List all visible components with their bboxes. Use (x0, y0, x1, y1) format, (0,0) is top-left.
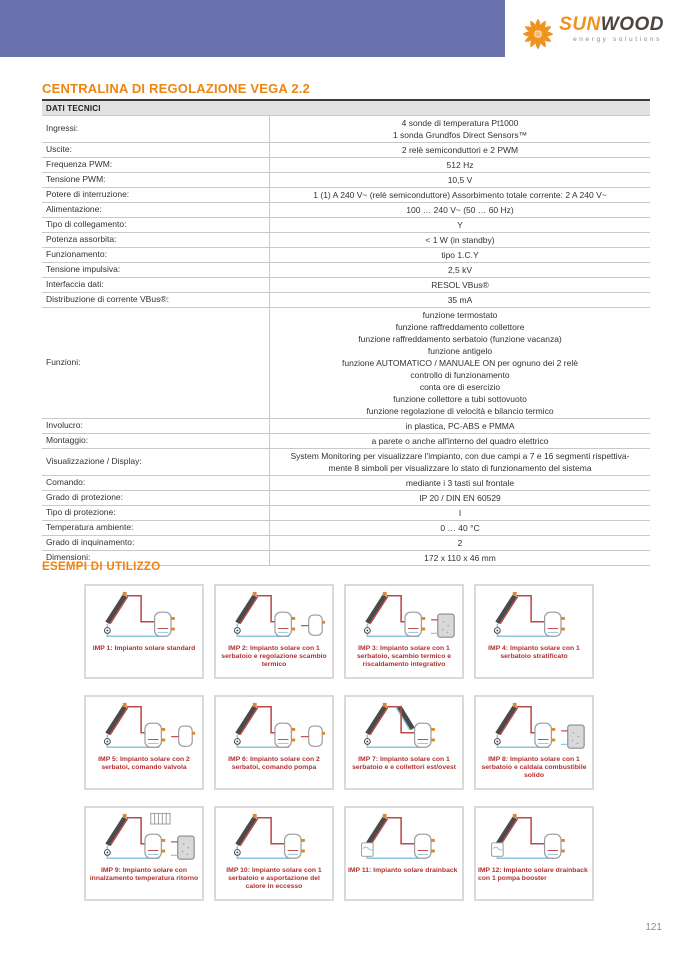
spec-row (42, 308, 650, 419)
second-tank-icon (171, 726, 195, 746)
system-diagram-icon (480, 700, 588, 754)
spec-label: Funzionamento: (46, 249, 107, 260)
storage-tank-icon (275, 723, 295, 747)
spec-row (42, 158, 650, 173)
storage-tank-icon (275, 612, 295, 636)
collector-icon (237, 814, 257, 846)
storage-tank-icon (545, 612, 565, 636)
example-card (474, 806, 594, 901)
system-diagram-icon (220, 700, 328, 754)
spec-row (42, 173, 650, 188)
spec-value: mediante i 3 tasti sul frontale (269, 476, 650, 490)
example-card (344, 584, 464, 679)
storage-tank-icon (405, 612, 425, 636)
collector-icon (497, 592, 517, 624)
spec-row (42, 491, 650, 506)
storage-tank-icon (145, 834, 165, 858)
second-tank-icon (301, 615, 325, 635)
spec-value: RESOL VBus® (269, 278, 650, 292)
spec-row (42, 449, 650, 476)
second-collector-icon (396, 707, 412, 730)
examples-grid (84, 584, 594, 901)
system-diagram-icon (350, 811, 458, 865)
collector-icon (497, 814, 517, 846)
example-caption: IMP 10: Impianto solare con 1 serbatoio e asportazione del calore in eccesso (226, 867, 322, 890)
spec-label: Comando: (46, 477, 86, 488)
storage-tank-icon (545, 834, 565, 858)
spec-table-header: DATI TECNICI (42, 99, 650, 116)
collector-icon (107, 814, 127, 846)
spec-label: Interfaccia dati: (46, 279, 104, 290)
spec-row (42, 419, 650, 434)
spec-value: 1 (1) A 240 V~ (relè semiconduttore) Assorbimento totale corrente: 2 A 240 V~ (269, 188, 650, 202)
collector-icon (237, 592, 257, 624)
drainback-vessel-icon (362, 843, 374, 857)
example-card (344, 806, 464, 901)
spec-row (42, 476, 650, 491)
example-caption: IMP 6: Impianto solare con 2 serbatoi, comando pompa (228, 756, 320, 771)
example-card (474, 584, 594, 679)
spec-row (42, 536, 650, 551)
spec-value: 100 … 240 V~ (50 … 60 Hz) (269, 203, 650, 217)
spec-label: Temperatura ambiente: (46, 522, 134, 533)
storage-tank-icon (415, 723, 435, 747)
example-caption: IMP 9: Impianto solare con innalzamento temperatura ritorno (89, 867, 199, 882)
spec-label: Dimensioni: (46, 552, 91, 563)
spec-label: Potere di interruzione: (46, 189, 130, 200)
spec-row (42, 218, 650, 233)
spec-row (42, 203, 650, 218)
collector-icon (497, 703, 517, 735)
storage-tank-icon (285, 834, 305, 858)
storage-tank-icon (155, 612, 175, 636)
spec-label: Alimentazione: (46, 204, 102, 215)
sunwood-logo (521, 15, 664, 51)
spec-value: I (269, 506, 650, 520)
system-diagram-icon (90, 811, 198, 865)
spec-row (42, 521, 650, 536)
spec-label: Visualizzazione / Display: (46, 456, 142, 467)
spec-row (42, 434, 650, 449)
spec-value: 35 mA (269, 293, 650, 307)
example-caption: IMP 11: Impianto solare drainback (348, 867, 458, 874)
spec-label: Frequenza PWM: (46, 159, 113, 170)
boiler-icon (561, 725, 584, 748)
spec-value: Y (269, 218, 650, 232)
system-diagram-icon (350, 700, 458, 754)
spec-value: 2,5 kV (269, 263, 650, 277)
spec-row (42, 278, 650, 293)
example-card (214, 584, 334, 679)
brand-wood-text: WOOD (600, 14, 664, 35)
radiator-icon (151, 813, 170, 824)
spec-value: funzione termostato funzione raffreddamento collettore funzione raffreddamento serbatoio (funzione vacanza) funzione antigelo funzione AUTOMATICO / MANUALE ON per ognuno dei 2 relè controllo di funzionamento conta ore di esercizio funzione collettore a tubi sottovuoto funzione regolazione di velocità e bilancio termico (269, 308, 650, 418)
spec-label: Uscite: (46, 144, 72, 155)
spec-value: tipo 1.C.Y (269, 248, 650, 262)
spec-value: 4 sonde di temperatura Pt1000 1 sonda Grundfos Direct Sensors™ (269, 116, 650, 142)
brand-name (559, 15, 664, 35)
spec-label: Involucro: (46, 420, 83, 431)
spec-value: in plastica, PC-ABS e PMMA (269, 419, 650, 433)
spec-label: Grado di inquinamento: (46, 537, 135, 548)
example-caption: IMP 2: Impianto solare con 1 serbatoio e regolazione scambio termico (221, 645, 327, 668)
spec-row (42, 506, 650, 521)
system-diagram-icon (90, 589, 198, 643)
brand-words (559, 15, 664, 43)
spec-label: Tipo di protezione: (46, 507, 116, 518)
system-diagram-icon (220, 589, 328, 643)
spec-label: Potenza assorbita: (46, 234, 117, 245)
spec-label: Distribuzione di corrente VBus®: (46, 294, 169, 305)
drainback-vessel-icon (492, 843, 504, 857)
spec-label: Montaggio: (46, 435, 89, 446)
brand-tagline: energy solutions (573, 36, 662, 43)
system-diagram-icon (350, 589, 458, 643)
spec-value: IP 20 / DIN EN 60529 (269, 491, 650, 505)
spec-label: Tipo di collegamento: (46, 219, 127, 230)
system-diagram-icon (90, 700, 198, 754)
example-card (84, 695, 204, 790)
examples-heading: ESEMPI DI UTILIZZO (42, 561, 161, 573)
spec-value: 10,5 V (269, 173, 650, 187)
second-tank-icon (301, 726, 325, 746)
spec-row (42, 188, 650, 203)
spec-label: Tensione impulsiva: (46, 264, 121, 275)
boiler-icon (431, 614, 454, 637)
spec-value: 0 … 40 °C (269, 521, 650, 535)
page-number: 121 (645, 922, 662, 933)
spec-value: System Monitoring per visualizzare l'impianto, con due campi a 7 e 16 segmenti rispettiva- mente 8 simboli per visualizzare lo stato di funzionamento del sistema (269, 449, 650, 475)
spec-table (42, 99, 650, 566)
example-caption: IMP 1: Impianto solare standard (92, 645, 196, 652)
spec-label: Tensione PWM: (46, 174, 106, 185)
system-diagram-icon (480, 589, 588, 643)
spec-value: < 1 W (in standby) (269, 233, 650, 247)
boiler-icon (171, 836, 194, 859)
spec-value: 2 relè semiconduttori e 2 PWM (269, 143, 650, 157)
system-diagram-icon (480, 811, 588, 865)
collector-icon (367, 592, 387, 624)
collector-icon (107, 592, 127, 624)
spec-label: Funzioni: (46, 357, 81, 368)
spec-row (42, 293, 650, 308)
example-caption: IMP 5: Impianto solare con 2 serbatoi, comando valvola (98, 756, 190, 771)
page-title: CENTRALINA DI REGOLAZIONE VEGA 2.2 (42, 81, 311, 96)
example-caption: IMP 3: Impianto solare con 1 serbatoio, scambio termico e riscaldamento integrativo (356, 645, 452, 668)
spec-value: 512 Hz (269, 158, 650, 172)
spec-rows (42, 116, 650, 566)
spec-row (42, 263, 650, 278)
collector-icon (367, 814, 387, 846)
example-card (214, 806, 334, 901)
example-caption: IMP 8: Impianto solare con 1 serbatoio e caldaia combustibile solido (481, 756, 587, 779)
spec-value: 2 (269, 536, 650, 550)
collector-icon (367, 703, 387, 735)
header-band (0, 0, 505, 57)
example-caption: IMP 4: Impianto solare con 1 serbatoio stratificato (488, 645, 580, 660)
sun-icon (521, 17, 555, 51)
storage-tank-icon (535, 723, 555, 747)
example-card (214, 695, 334, 790)
system-diagram-icon (220, 811, 328, 865)
spec-row (42, 116, 650, 143)
example-card (344, 695, 464, 790)
example-card (84, 806, 204, 901)
example-caption: IMP 12: Impianto solare drainback con 1 pompa booster (478, 867, 588, 882)
spec-value: a parete o anche all'interno del quadro elettrico (269, 434, 650, 448)
spec-row (42, 248, 650, 263)
brand-sun-text: SUN (559, 14, 601, 35)
storage-tank-icon (415, 834, 435, 858)
spec-label: Ingressi: (46, 123, 79, 134)
spec-row (42, 233, 650, 248)
spec-value: 172 x 110 x 46 mm (269, 551, 650, 565)
example-card (84, 584, 204, 679)
example-caption: IMP 7: Impianto solare con 1 serbatoio e e collettori est/ovest (352, 756, 456, 771)
spec-label: Grado di protezione: (46, 492, 124, 503)
spec-row (42, 143, 650, 158)
collector-icon (107, 703, 127, 735)
storage-tank-icon (145, 723, 165, 747)
collector-icon (237, 703, 257, 735)
example-card (474, 695, 594, 790)
